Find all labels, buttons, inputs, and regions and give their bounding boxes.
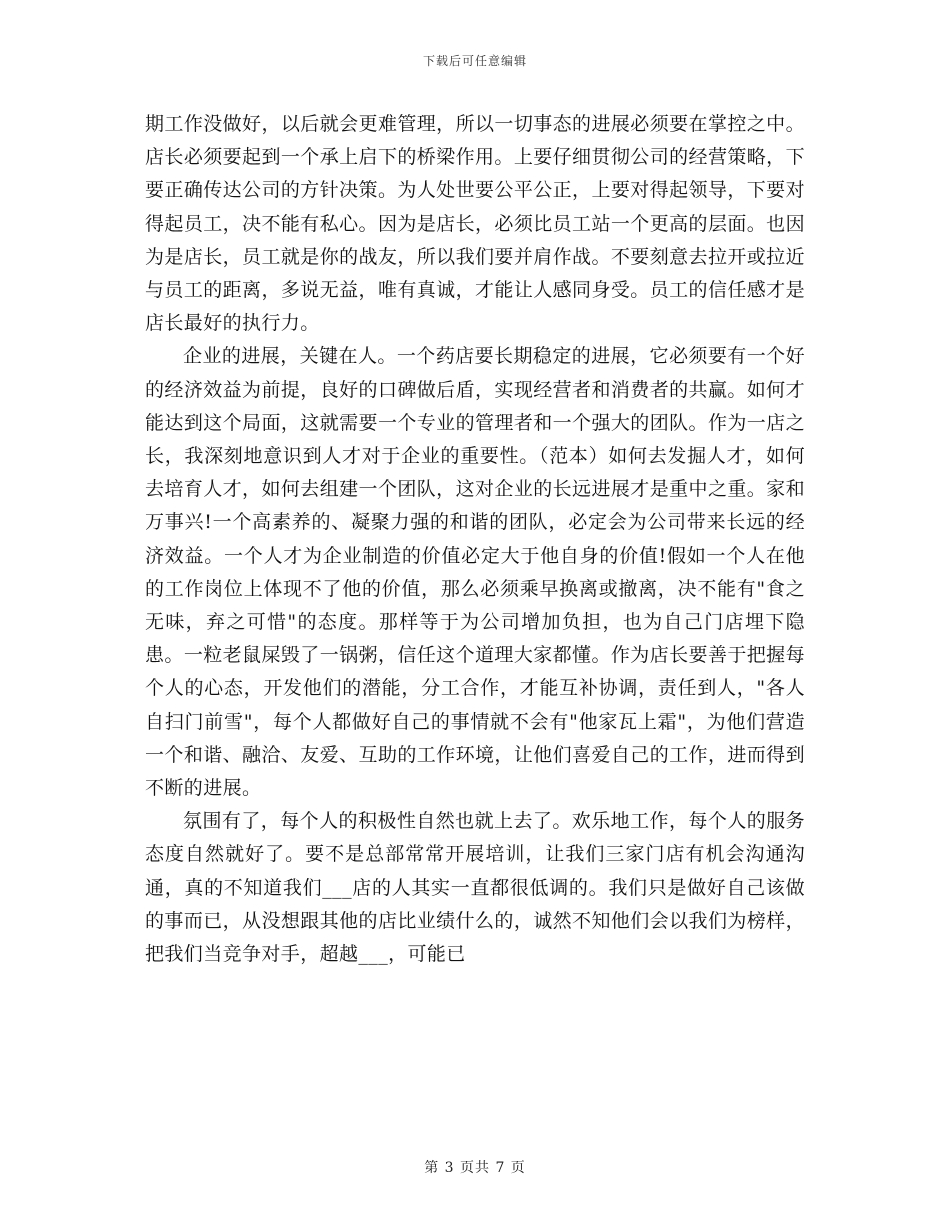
- document-body: [145, 108, 805, 971]
- page-footer: 第 3 页共 7 页: [424, 1160, 526, 1176]
- paragraph-3: 氛围有了，每个人的积极性自然也就上去了。欢乐地工作，每个人的服务态度自然就好了。要不是总部常常开展培训，让我们三家门店有机会沟通沟通，真的不知道我们___店的人其实一直都很低调的。我们只是做好自己该做的事而已，从没想跟其他的店比业绩什么的，诚然不知他们会以我们为榜样，把我们当竞争对手，超越___，可能已: [145, 810, 805, 966]
- paragraph-2: 企业的进展，关键在人。一个药店要长期稳定的进展，它必须要有一个好的经济效益为前提，良好的口碑做后盾，实现经营者和消费者的共赢。如何才能达到这个局面，这就需要一个专业的管理者和一个强大的团队。作为一店之长，我深刻地意识到人才对于企业的重要性。（范本）如何去发掘人才，如何去培育人才，如何去组建一个团队，这对企业的长远进展才是重中之重。家和万事兴!一个高素养的、凝聚力强的和谐的团队，必定会为公司带来长远的经济效益。一个人才为企业制造的价值必定大于他自身的价值!假如一个人在他的工作岗位上体现不了他的价值，那么必须乘早换离或撤离，决不能有"食之无味，弃之可惜"的态度。那样等于为公司增加负担，也为自己门店埋下隐患。一粒老鼠屎毁了一锅粥，信任这个道理大家都懂。作为店长要善于把握每个人的心态，开发他们的潜能，分工合作，才能互补协调，责任到人，"各人自扫门前雪"，每个人都做好自己的事情就不会有"他家瓦上霜"，为他们营造一个和谐、融洽、友爱、互助的工作环境，让他们喜爱自己的工作，进而得到不断的进展。: [145, 345, 805, 800]
- page-header: 下载后可任意编辑: [422, 54, 527, 68]
- paragraph-1: 期工作没做好，以后就会更难管理，所以一切事态的进展必须要在掌控之中。店长必须要起到一个承上启下的桥梁作用。上要仔细贯彻公司的经营策略，下要正确传达公司的方针决策。为人处世要公平公正，上要对得起领导，下要对得起员工，决不能有私心。因为是店长，必须比员工站一个更高的层面。也因为是店长，员工就是你的战友，所以我们要并肩作战。不要刻意去拉开或拉近与员工的距离，多说无益，唯有真诚，才能让人感同身受。员工的信任感才是店长最好的执行力。: [145, 113, 805, 335]
